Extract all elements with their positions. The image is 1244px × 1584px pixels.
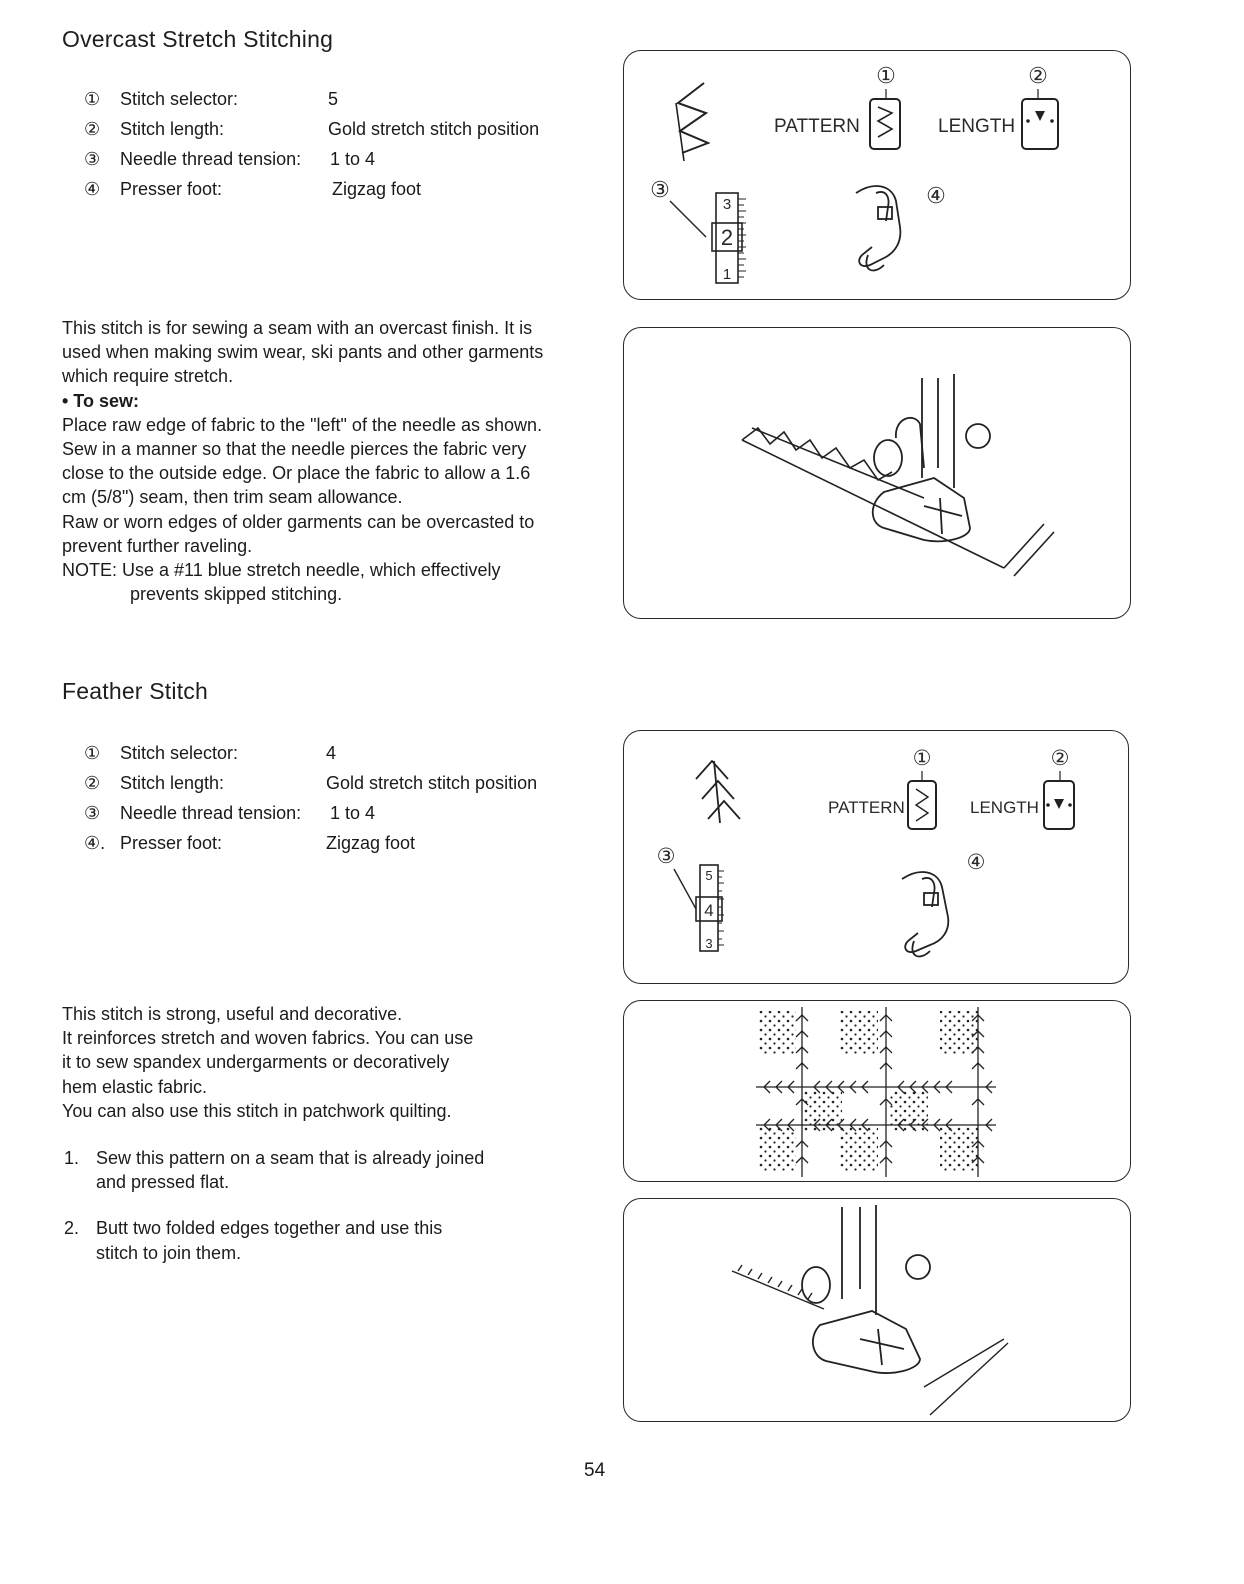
- page-number: 54: [584, 1460, 606, 1481]
- callout-3: ③: [656, 845, 676, 868]
- text-line: prevent further raveling.: [62, 535, 253, 556]
- pattern-label: PATTERN: [828, 798, 905, 817]
- presser-foot-and-needle: [802, 1205, 930, 1373]
- presser-foot-and-needle: [873, 374, 990, 541]
- callout-4: ④: [926, 183, 946, 208]
- pattern-label: PATTERN: [774, 116, 860, 137]
- overcast-sewing-svg: [624, 328, 1132, 620]
- text-line: Sew this pattern on a seam that is already joined: [96, 1148, 485, 1168]
- overcast-stitch-symbol: [678, 83, 708, 153]
- text-line: Raw or worn edges of older garments can be overcasted to: [62, 511, 535, 532]
- note-line: prevents skipped stitching.: [130, 584, 343, 605]
- spec-row: [84, 114, 604, 144]
- spec-row: [84, 174, 604, 204]
- text-line: used when making swim wear, ski pants and other garments: [62, 342, 544, 363]
- length-window: [1022, 99, 1058, 149]
- text-line: which require stretch.: [62, 366, 234, 387]
- spec-number: ④: [84, 179, 101, 199]
- fabric-edge: [732, 1265, 1008, 1415]
- spec-label: Stitch selector:: [120, 743, 239, 763]
- step-item: [64, 1216, 584, 1264]
- text-line: This stitch is strong, useful and decorative.: [62, 1004, 403, 1024]
- spec-value: Zigzag foot: [326, 833, 416, 853]
- step-number: 1.: [64, 1148, 80, 1168]
- text-line: Place raw edge of fabric to the "left" of the needle as shown.: [62, 414, 543, 435]
- settings-diagram-overcast: [623, 50, 1131, 300]
- spec-number: ②: [84, 773, 101, 793]
- spec-number: ③: [84, 803, 101, 823]
- length-label: LENGTH: [938, 116, 1016, 137]
- spec-value: Zigzag foot: [332, 179, 422, 199]
- length-dot: [1050, 119, 1054, 123]
- spec-row: [84, 828, 604, 858]
- callout-1: ①: [912, 747, 932, 770]
- feather-patchwork-sample: [623, 1000, 1131, 1182]
- callout-2: ②: [1050, 747, 1070, 770]
- callout-1: ①: [876, 63, 896, 88]
- spec-value: Gold stretch stitch position: [328, 119, 540, 139]
- zigzag-foot-icon: [856, 186, 900, 270]
- spec-label: Needle thread tension:: [120, 803, 302, 823]
- spec-label: Stitch length:: [120, 119, 225, 139]
- tension-dial-ticks: [718, 871, 724, 945]
- length-dot: [1046, 803, 1050, 807]
- spec-value: 5: [328, 89, 339, 109]
- spec-label: Presser foot:: [120, 833, 223, 853]
- overcast-sewing-illustration: [623, 327, 1131, 619]
- text-line: close to the outside edge. Or place the fabric to allow a 1.6: [62, 463, 531, 484]
- callout-3: ③: [650, 177, 670, 202]
- settings-diagram-feather: [623, 730, 1129, 984]
- spec-value: 1 to 4: [330, 803, 376, 823]
- dial-number: 2: [720, 225, 734, 250]
- text-line: It reinforces stretch and woven fabrics. You can use: [62, 1028, 474, 1049]
- zigzag-foot-icon: [902, 872, 948, 956]
- length-dot: [1026, 119, 1030, 123]
- settings-diagram-svg: [624, 51, 1132, 301]
- callout-2: ②: [1028, 63, 1048, 88]
- text-line: stitch to join them.: [96, 1242, 242, 1263]
- step-item: [64, 1146, 584, 1194]
- spec-row: [84, 84, 604, 114]
- section-title-feather: Feather Stitch: [62, 678, 208, 704]
- spec-value: 4: [326, 743, 337, 763]
- spec-number: ①: [84, 89, 101, 109]
- text-line: This stitch is for sewing a seam with an overcast finish. It is: [62, 318, 533, 338]
- text-line: cm (5/8") seam, then trim seam allowance.: [62, 487, 403, 508]
- text-line: Sew in a manner so that the needle pierces the fabric very: [62, 439, 527, 460]
- spec-number: ③: [84, 149, 101, 169]
- pattern-window: [870, 99, 900, 149]
- text-line: Butt two folded edges together and use this: [96, 1218, 443, 1239]
- feather-patchwork-svg: [624, 1001, 1132, 1183]
- callout-3-leader: [674, 869, 696, 909]
- spec-value: Gold stretch stitch position: [326, 773, 538, 793]
- text-line: and pressed flat.: [96, 1172, 230, 1193]
- dial-number: 3: [705, 936, 713, 951]
- spec-row: [84, 798, 604, 828]
- feather-sewing-illustration: [623, 1198, 1131, 1422]
- dial-number: 4: [704, 901, 714, 920]
- spec-row: [84, 144, 604, 174]
- text-line: it to sew spandex undergarments or decoratively: [62, 1052, 450, 1073]
- pattern-window: [908, 781, 936, 829]
- spec-row: [84, 738, 604, 768]
- spec-label: Stitch selector:: [120, 89, 239, 109]
- feather-settings-svg: [624, 731, 1130, 985]
- spec-list-feather: [84, 738, 604, 858]
- length-label: LENGTH: [970, 798, 1039, 817]
- feather-description: [62, 1002, 582, 1123]
- spec-label: Presser foot:: [120, 179, 223, 199]
- dial-number: 1: [722, 266, 732, 283]
- spec-list-overcast: [84, 84, 604, 204]
- patchwork-squares: [758, 1011, 978, 1171]
- feather-sewing-svg: [624, 1199, 1132, 1423]
- callout-3-leader: [670, 201, 706, 237]
- text-line: hem elastic fabric.: [62, 1076, 208, 1097]
- spec-number: ④.: [84, 833, 106, 853]
- overcast-description: [62, 316, 602, 606]
- callout-4: ④: [966, 851, 986, 874]
- text-line: You can also use this stitch in patchwork quilting.: [62, 1100, 452, 1121]
- to-sew-heading: • To sew:: [62, 390, 139, 411]
- fabric-edge: [742, 428, 1054, 576]
- spec-row: [84, 768, 604, 798]
- spec-number: ②: [84, 119, 101, 139]
- feather-stitch-symbol: [696, 761, 740, 823]
- spec-number: ①: [84, 743, 101, 763]
- dial-number: 5: [705, 868, 713, 883]
- spec-label: Needle thread tension:: [120, 149, 302, 169]
- spec-label: Stitch length:: [120, 773, 225, 793]
- dial-number: 3: [722, 196, 732, 213]
- length-dot: [1068, 803, 1072, 807]
- spec-value: 1 to 4: [330, 149, 376, 169]
- note-line: NOTE: Use a #11 blue stretch needle, which effectively: [62, 560, 501, 581]
- section-title-overcast: Overcast Stretch Stitching: [62, 26, 334, 52]
- feather-steps: [64, 1146, 584, 1265]
- step-number: 2.: [64, 1218, 80, 1239]
